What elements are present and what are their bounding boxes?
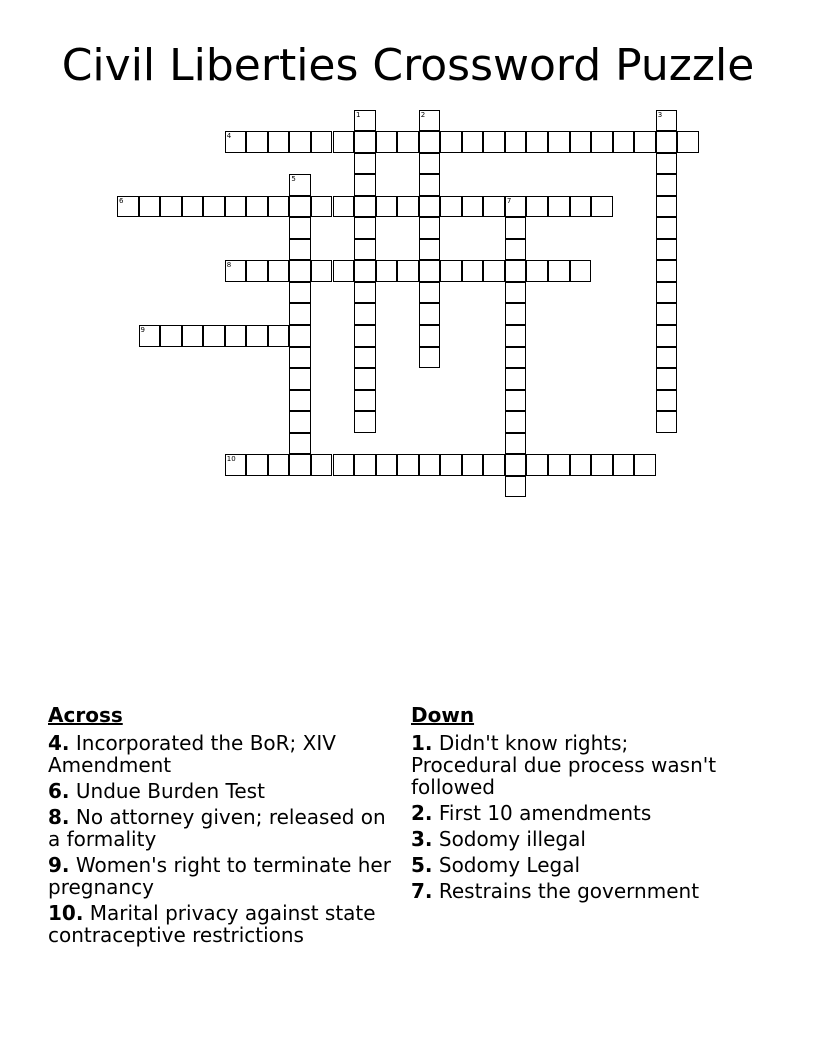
grid-cell[interactable] — [419, 110, 441, 132]
grid-cell[interactable] — [246, 131, 268, 153]
cell-number: 7 — [506, 196, 512, 205]
grid-cell[interactable] — [591, 454, 613, 476]
grid-cell[interactable] — [656, 239, 678, 261]
down-clues — [411, 702, 741, 906]
cell-number: 2 — [420, 110, 426, 119]
grid-cell[interactable] — [311, 131, 333, 153]
grid-cell[interactable] — [419, 196, 441, 218]
grid-cell[interactable] — [397, 260, 419, 282]
grid-cell[interactable] — [354, 411, 376, 433]
grid-cell[interactable] — [505, 411, 527, 433]
grid-cell[interactable] — [354, 303, 376, 325]
grid-cell[interactable] — [268, 196, 290, 218]
grid-cell[interactable] — [656, 196, 678, 218]
grid-cell[interactable] — [419, 239, 441, 261]
grid-cell[interactable] — [419, 454, 441, 476]
across-clues — [48, 702, 398, 950]
grid-cell[interactable] — [225, 260, 247, 282]
grid-cell[interactable] — [268, 131, 290, 153]
clue-number: 3. — [411, 827, 433, 851]
grid-cell[interactable] — [397, 196, 419, 218]
grid-cell[interactable] — [246, 454, 268, 476]
grid-cell[interactable] — [354, 325, 376, 347]
grid-cell[interactable] — [483, 196, 505, 218]
grid-cell[interactable] — [440, 454, 462, 476]
grid-cell[interactable] — [333, 260, 355, 282]
crossword-grid — [0, 0, 816, 520]
grid-cell[interactable] — [354, 239, 376, 261]
clue-down-2 — [411, 802, 741, 824]
grid-cell[interactable] — [354, 454, 376, 476]
grid-cell[interactable] — [656, 110, 678, 132]
clue-text: Sodomy illegal — [438, 827, 586, 851]
grid-cell[interactable] — [225, 325, 247, 347]
grid-cell[interactable] — [656, 217, 678, 239]
clue-number: 10. — [48, 901, 84, 925]
grid-cell[interactable] — [505, 347, 527, 369]
clue-text: Incorporated the BoR; XIV Amendment — [48, 731, 336, 777]
clue-number: 7. — [411, 879, 433, 903]
grid-cell[interactable] — [139, 325, 161, 347]
cell-number: 10 — [226, 455, 236, 464]
grid-cell[interactable] — [591, 196, 613, 218]
cell-number: 3 — [657, 110, 663, 119]
grid-cell[interactable] — [289, 239, 311, 261]
cell-number: 4 — [226, 132, 232, 141]
clue-text: Women's right to terminate her pregnancy — [48, 853, 391, 899]
clue-across-4 — [48, 732, 398, 776]
grid-cell[interactable] — [634, 454, 656, 476]
clue-number: 1. — [411, 731, 433, 755]
grid-cell[interactable] — [419, 217, 441, 239]
grid-cell[interactable] — [526, 454, 548, 476]
grid-cell[interactable] — [656, 260, 678, 282]
cell-number: 9 — [140, 326, 146, 334]
grid-cell[interactable] — [289, 454, 311, 476]
grid-cell[interactable] — [440, 131, 462, 153]
grid-cell[interactable] — [354, 390, 376, 412]
grid-cell[interactable] — [397, 454, 419, 476]
grid-cell[interactable] — [483, 454, 505, 476]
grid-cell[interactable] — [354, 131, 376, 153]
grid-cell[interactable] — [505, 476, 527, 498]
grid-cell[interactable] — [526, 131, 548, 153]
grid-cell[interactable] — [548, 260, 570, 282]
grid-cell[interactable] — [289, 260, 311, 282]
grid-cell[interactable] — [419, 282, 441, 304]
clue-number: 9. — [48, 853, 70, 877]
grid-cell[interactable] — [225, 454, 247, 476]
grid-cell[interactable] — [613, 454, 635, 476]
grid-cell[interactable] — [182, 325, 204, 347]
grid-cell[interactable] — [139, 196, 161, 218]
grid-cell[interactable] — [376, 131, 398, 153]
grid-cell[interactable] — [225, 196, 247, 218]
grid-cell[interactable] — [289, 433, 311, 455]
clue-number: 5. — [411, 853, 433, 877]
grid-cell[interactable] — [419, 325, 441, 347]
grid-cell[interactable] — [505, 260, 527, 282]
grid-cell[interactable] — [160, 325, 182, 347]
clue-text: First 10 amendments — [438, 801, 652, 825]
grid-cell[interactable] — [613, 131, 635, 153]
clue-text: Marital privacy against state contraceptive restrictions — [48, 901, 376, 947]
grid-cell[interactable] — [419, 153, 441, 175]
grid-cell[interactable] — [311, 454, 333, 476]
clue-text: No attorney given; released on a formality — [48, 805, 386, 851]
grid-cell[interactable] — [462, 196, 484, 218]
grid-cell[interactable] — [570, 196, 592, 218]
grid-cell[interactable] — [505, 325, 527, 347]
grid-cell[interactable] — [268, 260, 290, 282]
clue-across-10 — [48, 902, 398, 946]
grid-cell[interactable] — [440, 260, 462, 282]
grid-cell[interactable] — [505, 217, 527, 239]
clue-down-3 — [411, 828, 741, 850]
grid-cell[interactable] — [505, 390, 527, 412]
grid-cell[interactable] — [289, 174, 311, 196]
grid-cell[interactable] — [246, 325, 268, 347]
grid-cell[interactable] — [397, 131, 419, 153]
grid-cell[interactable] — [526, 260, 548, 282]
grid-cell[interactable] — [182, 196, 204, 218]
page-title: Civil Liberties Crossword Puzzle — [61, 40, 755, 91]
clue-number: 4. — [48, 731, 70, 755]
grid-cell[interactable] — [440, 196, 462, 218]
grid-cell[interactable] — [160, 196, 182, 218]
grid-cell[interactable] — [354, 282, 376, 304]
grid-cell[interactable] — [656, 325, 678, 347]
grid-cell[interactable] — [526, 196, 548, 218]
cell-number: 6 — [119, 196, 124, 205]
grid-cell[interactable] — [656, 282, 678, 304]
clue-text: Undue Burden Test — [75, 779, 265, 803]
grid-cell[interactable] — [419, 303, 441, 325]
grid-cell[interactable] — [505, 196, 527, 218]
grid-cell[interactable] — [225, 131, 247, 153]
grid-cell[interactable] — [354, 153, 376, 175]
grid-cell[interactable] — [462, 131, 484, 153]
grid-cell[interactable] — [419, 260, 441, 282]
grid-cell[interactable] — [376, 454, 398, 476]
grid-cell[interactable] — [289, 131, 311, 153]
grid-cell[interactable] — [505, 131, 527, 153]
grid-cell[interactable] — [246, 260, 268, 282]
clue-number: 6. — [48, 779, 70, 803]
grid-cell[interactable] — [289, 411, 311, 433]
grid-cell[interactable] — [333, 454, 355, 476]
clue-text: Sodomy Legal — [438, 853, 581, 877]
grid-cell[interactable] — [268, 454, 290, 476]
grid-cell[interactable] — [656, 390, 678, 412]
clue-down-5 — [411, 854, 741, 876]
grid-cell[interactable] — [376, 260, 398, 282]
grid-cell[interactable] — [505, 368, 527, 390]
cell-number: 1 — [356, 110, 361, 119]
grid-cell[interactable] — [656, 411, 678, 433]
grid-cell[interactable] — [203, 325, 225, 347]
clue-across-6 — [48, 780, 398, 802]
grid-cell[interactable] — [570, 260, 592, 282]
down-heading: Down — [411, 703, 475, 727]
grid-cell[interactable] — [483, 260, 505, 282]
across-heading: Across — [48, 703, 123, 727]
grid-cell[interactable] — [505, 433, 527, 455]
grid-cell[interactable] — [656, 347, 678, 369]
grid-cell[interactable] — [505, 454, 527, 476]
grid-cell[interactable] — [548, 131, 570, 153]
grid-cell[interactable] — [354, 368, 376, 390]
clue-down-1 — [411, 732, 741, 798]
grid-cell[interactable] — [505, 239, 527, 261]
grid-cell[interactable] — [656, 131, 678, 153]
grid-cell[interactable] — [354, 260, 376, 282]
grid-cell[interactable] — [311, 260, 333, 282]
clue-text: Restrains the government — [438, 879, 700, 903]
clue-text: Didn't know rights; Procedural due process wasn't followed — [411, 731, 717, 799]
grid-cell[interactable] — [656, 303, 678, 325]
grid-cell[interactable] — [419, 347, 441, 369]
grid-cell[interactable] — [311, 196, 333, 218]
grid-cell[interactable] — [656, 153, 678, 175]
grid-cell[interactable] — [289, 217, 311, 239]
cell-number: 5 — [291, 175, 296, 184]
grid-cell[interactable] — [656, 368, 678, 390]
grid-cell[interactable] — [268, 325, 290, 347]
grid-cell[interactable] — [354, 196, 376, 218]
grid-cell[interactable] — [354, 347, 376, 369]
grid-cell[interactable] — [505, 282, 527, 304]
grid-cell[interactable] — [289, 282, 311, 304]
grid-cell[interactable] — [548, 196, 570, 218]
grid-cell[interactable] — [246, 196, 268, 218]
grid-cell[interactable] — [354, 110, 376, 132]
grid-cell[interactable] — [462, 454, 484, 476]
cell-number: 8 — [226, 261, 232, 270]
clue-across-8 — [48, 806, 398, 850]
grid-cell[interactable] — [505, 303, 527, 325]
grid-cell[interactable] — [656, 174, 678, 196]
grid-cell[interactable] — [289, 196, 311, 218]
grid-cell[interactable] — [419, 131, 441, 153]
grid-cell[interactable] — [354, 217, 376, 239]
grid-cell[interactable] — [117, 196, 139, 218]
grid-cell[interactable] — [462, 260, 484, 282]
clue-across-9 — [48, 854, 398, 898]
grid-cell[interactable] — [548, 454, 570, 476]
grid-cell[interactable] — [483, 131, 505, 153]
grid-cell[interactable] — [289, 325, 311, 347]
grid-cell[interactable] — [570, 454, 592, 476]
grid-cell[interactable] — [289, 303, 311, 325]
grid-cell[interactable] — [634, 131, 656, 153]
clue-number: 2. — [411, 801, 433, 825]
grid-cell[interactable] — [591, 131, 613, 153]
grid-cell[interactable] — [570, 131, 592, 153]
clue-down-7 — [411, 880, 741, 902]
grid-cell[interactable] — [354, 174, 376, 196]
grid-cell[interactable] — [419, 174, 441, 196]
grid-cell[interactable] — [333, 131, 355, 153]
grid-cell[interactable] — [376, 196, 398, 218]
grid-cell[interactable] — [333, 196, 355, 218]
grid-cell[interactable] — [289, 390, 311, 412]
grid-cell[interactable] — [203, 196, 225, 218]
grid-cell[interactable] — [677, 131, 699, 153]
clue-number: 8. — [48, 805, 70, 829]
grid-cell[interactable] — [289, 368, 311, 390]
grid-cell[interactable] — [289, 347, 311, 369]
